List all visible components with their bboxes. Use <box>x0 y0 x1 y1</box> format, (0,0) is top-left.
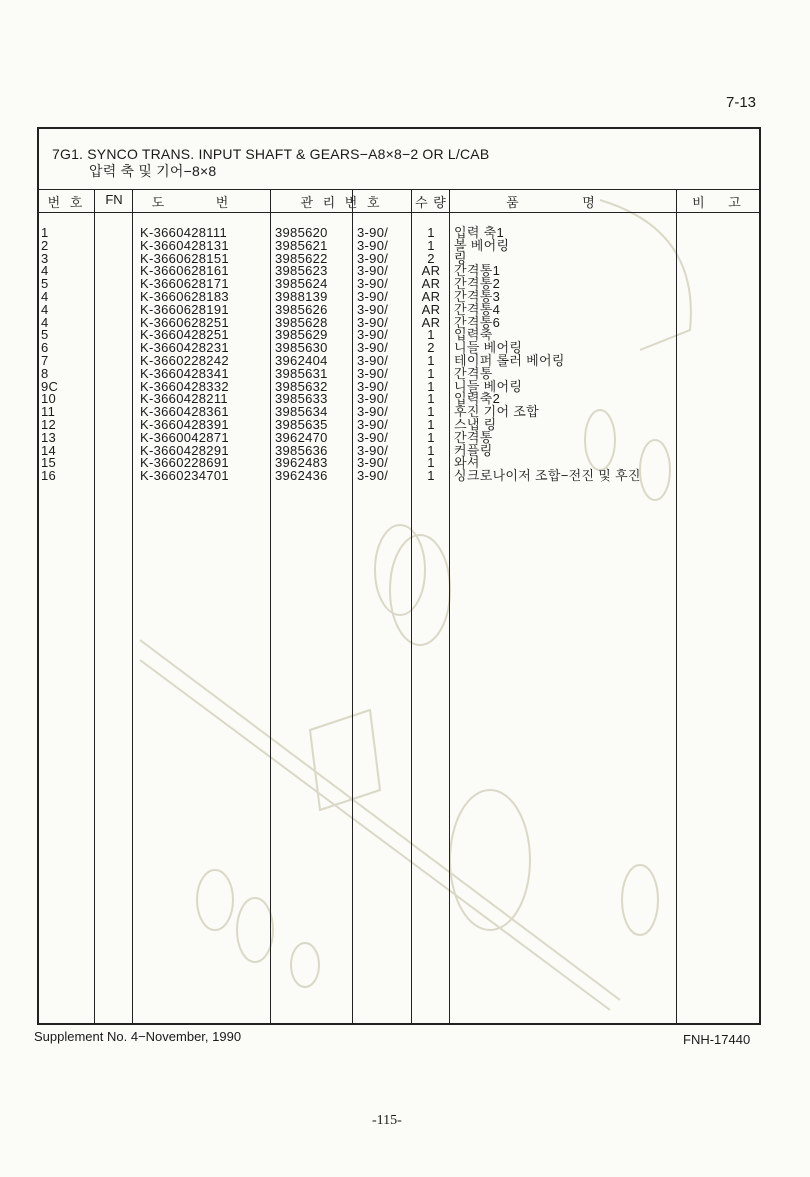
row-number: 11 <box>41 404 56 420</box>
column-drawing <box>140 227 229 483</box>
row-drawing-number: K-3660428291 <box>140 442 229 458</box>
row-number: 6 <box>41 340 49 356</box>
row-number: 3 <box>41 250 49 266</box>
header-remarks: 비 고 <box>692 195 751 210</box>
row-number: 8 <box>41 365 49 381</box>
row-control-number: 3985621 <box>275 237 328 253</box>
parts-table-frame <box>37 127 761 1025</box>
row-item-name: 볼 베어링 <box>454 237 510 253</box>
row-control-number: 3962483 <box>275 455 328 471</box>
table-header <box>39 189 759 213</box>
row-item-name: 간격통6 <box>454 314 501 330</box>
row-version: 3-90/ <box>357 288 389 304</box>
row-control-number: 3985629 <box>275 327 328 343</box>
page-subtitle: 압력 축 및 기어−8×8 <box>89 163 217 179</box>
row-version: 3-90/ <box>357 327 389 343</box>
row-control-number: 3985632 <box>275 378 328 394</box>
column-item-name <box>454 227 641 483</box>
row-version: 3-90/ <box>357 378 389 394</box>
row-quantity: AR <box>421 301 441 317</box>
row-drawing-number: K-3660428251 <box>140 327 229 343</box>
row-version: 3-90/ <box>357 429 389 445</box>
header-control-number: 관 리 번 호 <box>300 195 383 210</box>
row-drawing-number: K-3660628171 <box>140 276 229 292</box>
row-number: 5 <box>41 327 49 343</box>
row-quantity: 2 <box>427 250 435 266</box>
row-control-number: 3985634 <box>275 404 328 420</box>
row-drawing-number: K-3660234701 <box>140 468 229 484</box>
page-title: 7G1. SYNCO TRANS. INPUT SHAFT & GEARS−A8×8−2 OR L/CAB <box>52 146 490 162</box>
row-quantity: 1 <box>427 429 435 445</box>
row-number: 4 <box>41 301 49 317</box>
row-quantity: AR <box>421 276 441 292</box>
row-quantity: AR <box>421 314 441 330</box>
row-item-name: 테이퍼 롤러 베어링 <box>454 352 565 368</box>
row-number: 10 <box>41 391 57 407</box>
row-quantity: 1 <box>427 416 435 432</box>
row-drawing-number: K-3660042871 <box>140 429 229 445</box>
row-item-name: 입력 축1 <box>454 225 505 240</box>
row-control-number: 3985630 <box>275 340 328 356</box>
row-drawing-number: K-3660628251 <box>140 314 229 330</box>
row-number: 4 <box>41 263 49 279</box>
row-drawing-number: K-3660628183 <box>140 288 229 304</box>
column-divider <box>449 189 450 1023</box>
row-quantity: 1 <box>427 455 435 471</box>
column-version <box>357 227 388 483</box>
page-number-top: 7-13 <box>726 94 757 111</box>
row-quantity: 1 <box>427 442 435 458</box>
row-control-number: 3985623 <box>275 263 328 279</box>
title-area <box>39 129 759 190</box>
row-version: 3-90/ <box>357 365 389 381</box>
document-code: FNH-17440 <box>683 1032 751 1047</box>
row-item-name: 니들 베어링 <box>454 378 523 394</box>
row-quantity: 1 <box>427 378 435 394</box>
row-version: 3-90/ <box>357 391 389 407</box>
row-quantity: 1 <box>427 404 435 420</box>
row-item-name: 입력축2 <box>454 391 501 407</box>
column-quantity <box>413 227 449 483</box>
row-version: 3-90/ <box>357 225 389 240</box>
row-drawing-number: K-3660628191 <box>140 301 229 317</box>
row-quantity: 1 <box>427 327 435 343</box>
row-number: 15 <box>41 455 57 471</box>
row-control-number: 3985626 <box>275 301 328 317</box>
row-quantity: 1 <box>427 365 435 381</box>
row-item-name: 링 <box>454 250 467 266</box>
row-control-number: 3962470 <box>275 429 328 445</box>
header-drawing: 도 번 <box>151 195 253 210</box>
header-quantity: 수 량 <box>415 195 447 210</box>
row-number: 1 <box>41 225 49 240</box>
row-quantity: 1 <box>427 391 435 407</box>
column-divider <box>132 189 133 1023</box>
row-version: 3-90/ <box>357 352 389 368</box>
row-version: 3-90/ <box>357 237 389 253</box>
row-version: 3-90/ <box>357 442 389 458</box>
row-control-number: 3988139 <box>275 288 328 304</box>
column-divider <box>676 189 677 1023</box>
row-quantity: 1 <box>427 225 435 240</box>
page-number-bottom: -115- <box>372 1113 402 1128</box>
row-drawing-number: K-3660228242 <box>140 352 229 368</box>
row-version: 3-90/ <box>357 340 389 356</box>
row-drawing-number: K-3660628161 <box>140 263 229 279</box>
row-item-name: 간격통2 <box>454 276 501 292</box>
row-number: 9C <box>41 378 59 394</box>
row-control-number: 3985635 <box>275 416 328 432</box>
row-number: 2 <box>41 237 49 253</box>
row-number: 12 <box>41 416 57 432</box>
row-drawing-number: K-3660428332 <box>140 378 229 394</box>
row-item-name: 간격통1 <box>454 263 501 279</box>
row-drawing-number: K-3660628151 <box>140 250 229 266</box>
row-control-number: 3985620 <box>275 225 328 240</box>
row-drawing-number: K-3660428231 <box>140 340 229 356</box>
row-drawing-number: K-3660228691 <box>140 455 229 471</box>
row-number: 13 <box>41 429 57 445</box>
row-item-name: 커플링 <box>454 442 493 458</box>
row-control-number: 3985628 <box>275 314 328 330</box>
row-item-name: 간격통 <box>454 429 493 445</box>
row-item-name: 입력축 <box>454 327 493 343</box>
column-divider <box>352 189 353 1023</box>
column-control-number <box>275 227 328 483</box>
row-item-name: 간격통 <box>454 365 493 381</box>
row-version: 3-90/ <box>357 263 389 279</box>
row-version: 3-90/ <box>357 250 389 266</box>
row-quantity: AR <box>421 288 441 304</box>
column-number <box>41 227 58 483</box>
row-version: 3-90/ <box>357 468 389 484</box>
row-number: 14 <box>41 442 57 458</box>
column-divider <box>94 189 95 1023</box>
row-number: 5 <box>41 276 49 292</box>
row-version: 3-90/ <box>357 314 389 330</box>
row-quantity: 1 <box>427 237 435 253</box>
row-drawing-number: K-3660428211 <box>140 391 228 407</box>
row-drawing-number: K-3660428361 <box>140 404 229 420</box>
row-quantity: AR <box>421 263 441 279</box>
row-version: 3-90/ <box>357 276 389 292</box>
column-divider <box>411 189 412 1023</box>
row-quantity: 1 <box>427 468 435 484</box>
column-divider <box>270 189 271 1023</box>
row-drawing-number: K-3660428111 <box>140 225 227 240</box>
row-item-name: 니들 베어링 <box>454 340 523 356</box>
row-version: 3-90/ <box>357 404 389 420</box>
row-drawing-number: K-3660428391 <box>140 416 229 432</box>
row-version: 3-90/ <box>357 301 389 317</box>
header-item-name: 품 명 <box>506 195 625 210</box>
row-number: 16 <box>41 468 57 484</box>
row-control-number: 3985624 <box>275 276 328 292</box>
supplement-note: Supplement No. 4−November, 1990 <box>34 1029 242 1044</box>
row-quantity: 1 <box>427 352 435 368</box>
row-control-number: 3962404 <box>275 352 328 368</box>
row-control-number: 3962436 <box>275 468 328 484</box>
row-drawing-number: K-3660428131 <box>140 237 229 253</box>
row-drawing-number: K-3660428341 <box>140 365 229 381</box>
row-item-name: 간격통3 <box>454 288 501 304</box>
row-version: 3-90/ <box>357 416 389 432</box>
header-fn: FN <box>105 192 123 207</box>
row-control-number: 3985622 <box>275 250 328 266</box>
row-number: 4 <box>41 314 49 330</box>
row-version: 3-90/ <box>357 455 389 471</box>
row-item-name: 스냅 링 <box>454 416 497 432</box>
row-quantity: 2 <box>427 340 435 356</box>
row-item-name: 간격통4 <box>454 301 501 317</box>
row-item-name: 와셔 <box>454 455 480 471</box>
row-item-name: 싱크로나이저 조합−전진 및 후진 <box>454 468 641 484</box>
row-number: 4 <box>41 288 49 304</box>
row-control-number: 3985631 <box>275 365 328 381</box>
row-control-number: 3985633 <box>275 391 328 407</box>
header-number: 번 호 <box>47 195 86 210</box>
row-control-number: 3985636 <box>275 442 328 458</box>
row-item-name: 후진 기어 조합 <box>454 404 539 420</box>
row-number: 7 <box>41 352 49 368</box>
